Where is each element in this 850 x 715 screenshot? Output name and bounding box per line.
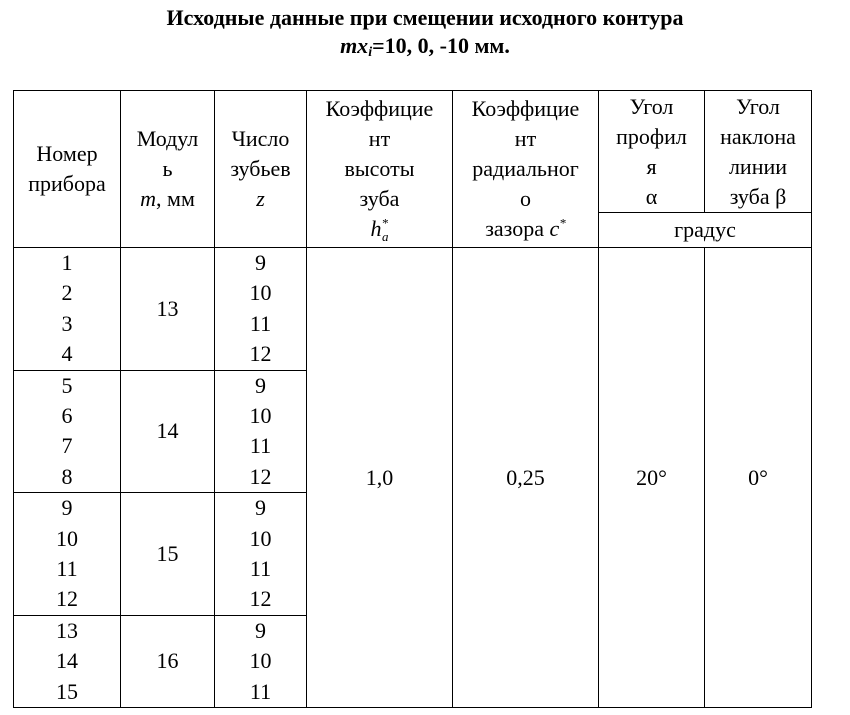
module-group-3: 15 [121,493,215,616]
title-line-2 [0,32,850,60]
header-clearance-coefficient: Коэффицие нт радиальног о зазора c* [453,91,599,248]
device-numbers-group-1: 1 2 3 4 [14,248,121,371]
header-degrees: градус [599,213,812,248]
header-height-coefficient: Коэффицие нт высоты зуба $h^*_a$ [307,91,453,248]
teeth-group-4: 9 10 11 [215,615,307,707]
header-profile-angle: Угол профил я α [599,91,705,213]
header-helix-angle: Угол наклона линии зуба β [705,91,812,213]
title-var: mx [340,33,369,58]
title-line-1: Исходные данные при смещении исходного контура [166,5,684,30]
height-coefficient-value: 1,0 [307,248,453,708]
clearance-symbol: c* [549,215,566,241]
device-numbers-group-4: 13 14 15 [14,615,121,707]
header-device-number: Номер прибора [14,91,121,248]
module-group-1: 13 [121,248,215,371]
device-numbers-group-3: 9 10 11 12 [14,493,121,616]
module-group-2: 14 [121,370,215,493]
height-symbol: $h^*_a$ [370,215,389,245]
helix-angle-value: 0° [705,248,812,708]
page-title [0,4,850,60]
gear-data-table [13,90,812,708]
title-sub: i [368,45,373,60]
header-module: Модул ь m, мм [121,91,215,248]
teeth-group-2: 9 10 11 12 [215,370,307,493]
module-group-4: 16 [121,615,215,707]
device-numbers-group-2: 5 6 7 8 [14,370,121,493]
teeth-group-3: 9 10 11 12 [215,493,307,616]
clearance-coefficient-value: 0,25 [453,248,599,708]
header-teeth-count: Число зубьев z [215,91,307,248]
profile-angle-value: 20° [599,248,705,708]
teeth-group-1: 9 10 11 12 [215,248,307,371]
title-rest: =10, 0, -10 мм. [372,33,510,58]
